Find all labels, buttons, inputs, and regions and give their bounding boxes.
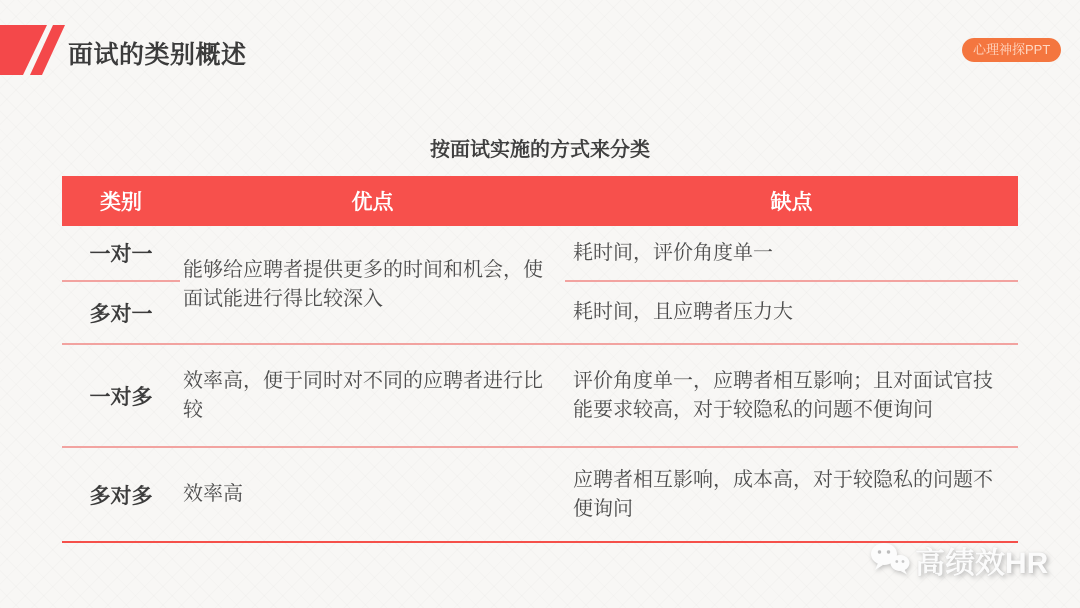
watermark-text: 高绩效HR <box>915 547 1049 580</box>
advantage-cell-merged-rows-1-2: 能够给应聘者提供更多的时间和机会，使面试能进行得比较深入 <box>180 226 565 345</box>
column-header-disadvantage: 缺点 <box>770 191 813 214</box>
watermark <box>870 538 1048 582</box>
advantage-cell-many-on-many: 效率高 <box>180 448 565 543</box>
table-header-row <box>62 176 1018 226</box>
category-cell-many-on-many: 多对多 <box>62 448 180 543</box>
category-cell-one-on-one: 一对一 <box>62 226 180 282</box>
page-title: 面试的类别概述 <box>68 41 247 69</box>
brand-badge: 心理神探PPT <box>962 38 1061 62</box>
table-body <box>62 226 1018 543</box>
advantage-cell-one-on-many: 效率高，便于同时对不同的应聘者进行比较 <box>180 345 565 448</box>
disadvantage-cell-one-on-many: 评价角度单一，应聘者相互影响；且对面试官技能要求较高，对于较隐私的问题不便询问 <box>565 345 1018 448</box>
wechat-icon <box>870 541 910 580</box>
disadvantage-cell-one-on-one: 耗时间，评价角度单一 <box>565 226 1018 282</box>
table-caption: 按面试实施的方式来分类 <box>430 139 650 161</box>
disadvantage-cell-many-on-many: 应聘者相互影响，成本高，对于较隐私的问题不便询问 <box>565 448 1018 543</box>
disadvantage-cell-many-on-one: 耗时间，且应聘者压力大 <box>565 282 1018 345</box>
column-header-category: 类别 <box>100 191 142 214</box>
interview-types-table <box>62 176 1018 543</box>
column-header-advantage: 优点 <box>351 191 394 214</box>
category-cell-one-on-many: 一对多 <box>62 345 180 448</box>
category-cell-many-on-one: 多对一 <box>62 282 180 345</box>
